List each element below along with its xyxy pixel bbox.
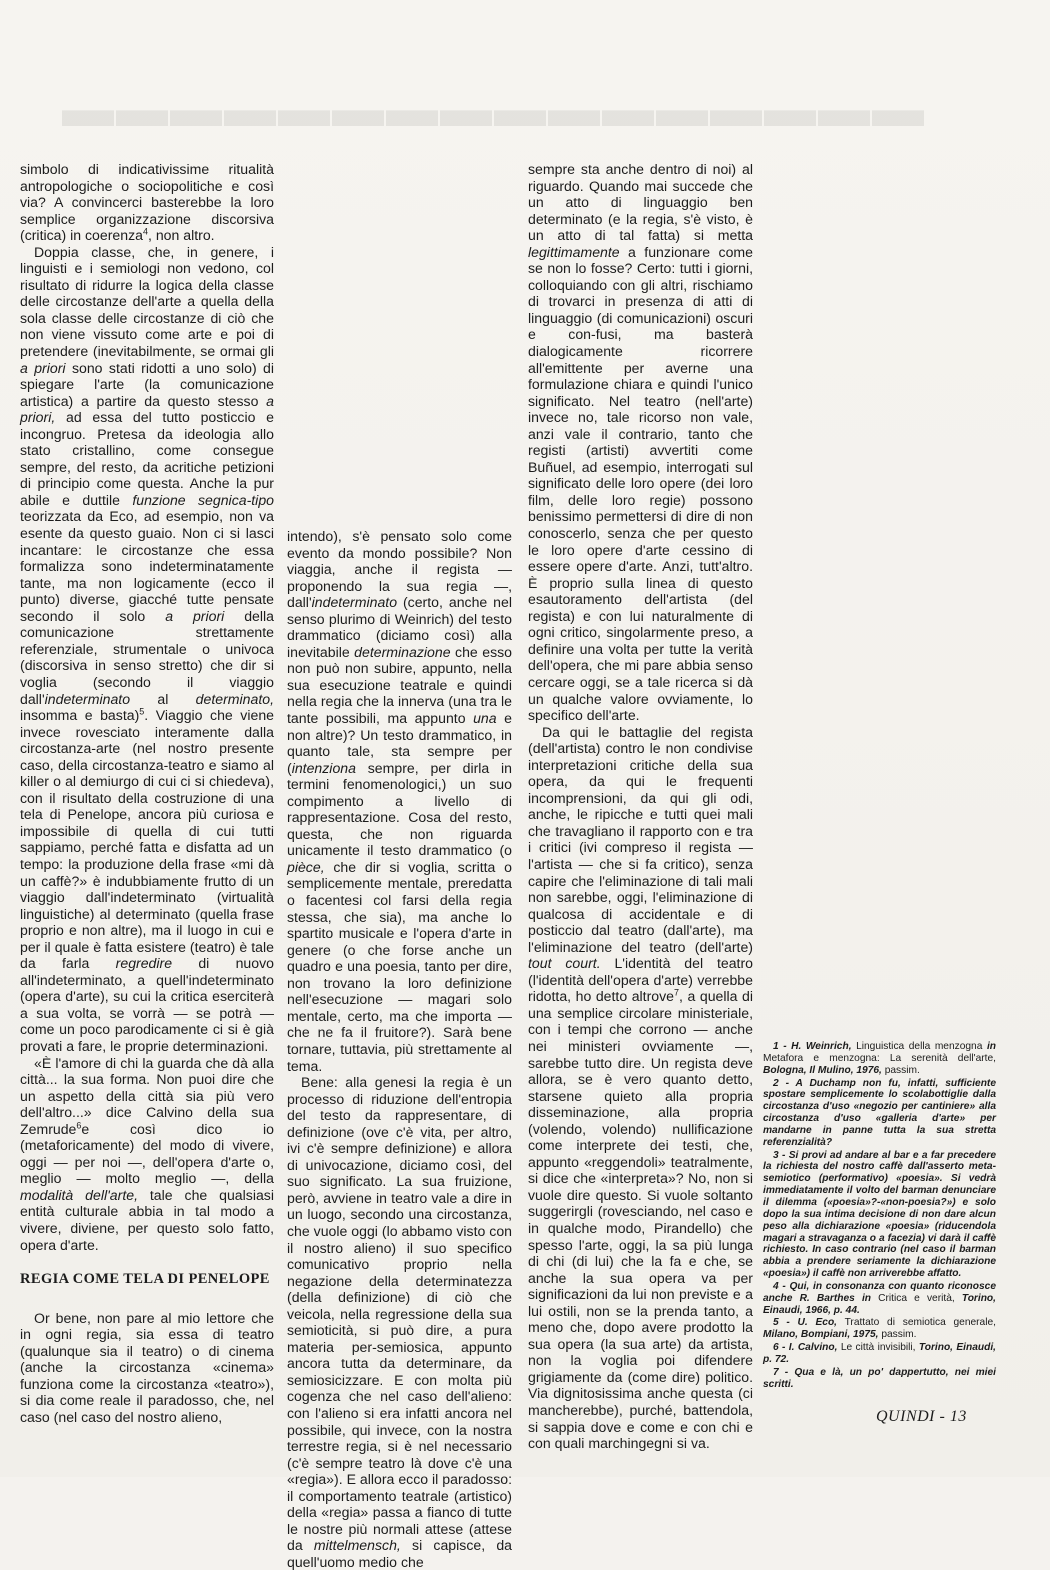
footnote: 4 - Qui, in consonanza con quanto riconosce anche R. Barthes in Critica e verità, Torino, Einaudi, 1966, p. 44. xyxy=(763,1280,996,1316)
footnote: 7 - Qua e là, un po' dappertutto, nei miei scritti. xyxy=(763,1366,996,1390)
footnote: 6 - I. Calvino, Le città invisibili, Torino, Einaudi, p. 72. xyxy=(763,1342,996,1365)
paragraph: intendo), s'è pensato solo come evento da mondo possibile? Non viaggia, anche il regista — proponendo la sua regia —, dall'indeterminato (certo, anche nel senso plurimo di Weinrich) del testo drammatico (diciamo così) alla inevitabile determinazione che esso non può non subire, appunto, nella sua esecuzione teatrale e quindi nella regia che la innerva (una tra le tante possibili, ma appunto una e non altre)? Un testo drammatico, in quanto tale, sta sempre per (intenziona sempre, per dirla in termini fenomenologici,) un suo compimento a livello di rappresentazione. Cosa del resto, questa, che non riguarda unicamente il testo drammatico (o pièce, che dir si voglia, scritta o semplicemente mentale, preredatta o facentesi col farsi della regia stessa, che sia), ma anche lo spartito musicale e l'opera d'arte in genere (o che forse anche un quadro e una poesia, tanto per dire, non trovano la loro definizione nell'esecuzione — magari solo mentale, certo, ma che importa — che ne fa il fruitore?). Sarà bene tornare, tuttavia, più strettamente al tema. xyxy=(287,528,512,1074)
column-2 xyxy=(287,528,512,1570)
footnotes xyxy=(763,1041,996,1391)
paragraph: Or bene, non pare al mio lettore che in ogni regia, sia essa di teatro (qualunque sia il teatro) o di cinema (anche la circostanza «cinema» funziona come la circostanza «teatro»), si dia come reale il paradosso, che, nel caso (nel caso del nostro alieno, xyxy=(20,1309,274,1425)
footnote: 1 - H. Weinrich, Linguistica della menzogna in Metafora e menzogna: La serenità dell'arte, Bologna, Il Mulino, 1976, passim. xyxy=(763,1041,996,1076)
column-1 xyxy=(20,161,274,1425)
paragraph: simbolo di indicativissime ritualità antropologiche o sociopolitiche e così via? A convincerci basterebbe la loro semplice organizzazione discorsiva (critica) in coerenza$^4$, non altro. xyxy=(20,161,274,244)
footnote: 3 - Si provi ad andare al bar e a far precedere la richiesta del nostro caffè dall'asserto meta-semiotico (performativo) «poesia». Si vedrà immediatamente il volto del barman denunciare il dilemma («poesia»?-«non-poesia?») e solo dopo la sua intima decisione di non dare alcun peso alla dichiarazione «poesia» (riducendola magari a stravaganza o a facezia) vi darà il caffè richiesto. In caso contrario (nel caso il barman abbia a prendere seriamente la dichiarazione «poesia») il caffè non arriverebbe affatto. xyxy=(763,1149,996,1280)
paragraph: Da qui le battaglie del regista (dell'artista) contro le non condivise interpretazioni critiche della sua opera, da qui le frequenti incomprensioni, da qui gli odi, anche, le ripicche e tutti quei mali che travagliano il rapporto con e tra i critici (ivi compreso il regista — l'artista — che si fa critico), senza capire che l'eliminazione di tali mali non sarebbe, oggi, l'eliminazione di qualcosa di accidentale e di posticcio dal teatro (dall'arte), ma l'eliminazione del teatro (dell'arte) tout court. L'identità del teatro (l'identità dell'opera d'arte) verrebbe ridotta, ho detto altrove$^7$, a quella di una semplice circolare ministeriale, con i tempi che corrono — anche nei ministeri ovviamente —, sarebbe tutto dire. Un regista deve allora, se è vero quanto detto, starsene quieto alla propria disseminazione, alla propria (volendo, volendo) nullificazione come interprete dei testi, che, appunto «reggendoli» teatralmente, si dice che «interpreta»? No, non si vuole dire questo. Si vuole soltanto suggerirgli (rovesciando, nel caso e in qualche modo, Pirandello) che spesso l'arte, oggi, la sa più lunga di chi (di lui) che la fa e che, se anche la sua opera va per significazioni da lui non previste e a lui ostili, non se la prenda tanto, a meno che, dopo avere prodotto la sua opera (la sua arte) da artista, non la voglia poi difendere grigiamente da (come dire) politico. Via dignitosissima anche questa (ci mancherebbe), purché, battendola, si sappia dove e come e con chi e con quali marchingegni si va. xyxy=(528,723,753,1452)
bleed-through-decoration: ▬▬▬▬▬▬▬▬▬▬▬▬▬▬▬▬ xyxy=(60,81,924,138)
paragraph: Doppia classe, che, in genere, i linguisti e i semiologi non vedono, col risultato di ridurre la logica della classe delle circostanze dell'arte a quella della sola classe delle circostanze di ciò che non viene vissuto come arte e poi di pretendere (inevitabilmente, se ormai gli a priori sono stati ridotti a uno solo) di spiegare l'arte (la comunicazione artistica) a partire da questo stesso a priori, ad essa del tutto posticcio e incongruo. Pretesa da ideologia allo stato cristallino, come consegue sempre, del resto, da acritiche petizioni di principio come questa. Anche la pur abile e duttile funzione segnica-tipo teorizzata da Eco, ad esempio, non va esente da questo guaio. Non ci si lasci incantare: le circostanze che essa formalizza sono indeterminatamente tante, ma non logicamente (ecco il punto) diverse, giacché tutte pensate secondo il solo a priori della comunicazione strettamente referenziale, strumentale o univoca (discorsiva in senso stretto) che dir si voglia (secondo il viaggio dall'indeterminato al determinato, insomma e basta)$^5$. Viaggio che viene invece rovesciato interamente dalla circostanza-arte (nel nostro presente caso, della circostanza-teatro e siamo al killer o al demiurgo di cui ci si chiedeva), con il risultato della costruzione di una tela di Penelope, ancora più curiosa e impossibile di quella di cui tutti sappiamo, perché fatta e disfatta ad un tempo: la produzione della frase «mi dà un caffè?» è indubbiamente frutto di un viaggio dall'indeterminato (virtualità linguistiche) al determinato (quella frase proprio e non altre), ma il luogo in cui e per il quale è fatta esistere (teatro) è tale da farla regredire di nuovo all'indeterminato, a quell'indeterminato (opera d'arte), su cui la critica eserciterà a sua volta, se vorrà — se potrà — come un poco parodicamente ci si è già provati a fare, le proprie determinazioni. xyxy=(20,243,274,1054)
paragraph: Bene: alla genesi la regia è un processo di riduzione dell'entropia del testo da rappresentare, di definizione (ove c'è vita, per altro, ivi c'è sempre definizione) e allora di univocazione, diciamo così, del suo significato. La sua fruizione, però, avviene in teatro vale a dire in un luogo, secondo una circostanza, che vuole oggi (lo abbamo visto con il nostro alieno) il suo specifico comunicativo proprio nella negazione della determinatezza (della definizione) di ciò che veicola, nella regressione della sua semioticità, si può dire, a pura materia per-semiosica, appunto ancora tutta da determinare, da semiosicizzare. E con molta più cogenza che nel caso dell'alieno: con l'alieno si era infatti ancora nel possibile, qui invece, con la nostra terrestre regia, si è nel necessario (c'è sempre teatro là dove c'è una «regia»). E allora ecco il paradosso: il comportamento teatrale (artistico) della «regia» passa a fianco di tutte le nostre più normali attese (attese da mittelmensch, si capisce, da quell'uomo medio che xyxy=(287,1074,512,1570)
paragraph: «È l'amore di chi la guarda che dà alla città... la sua forma. Non puoi dire che un aspetto della città sia più vero dell'altro...» dice Calvino della sua Zemrude$^6$e così dico io (metaforicamente) del modo di vivere, oggi — per noi —, dell'opera d'arte o, meglio — molto meglio —, della modalità dell'arte, tale che qualsiasi entità culturale abbia in tal modo a vivere, diviene, per questo solo fatto, opera d'arte. xyxy=(20,1054,274,1253)
column-3 xyxy=(528,161,753,1452)
page-number: QUINDI - 13 xyxy=(876,1408,967,1425)
paragraph: sempre sta anche dentro di noi) al riguardo. Quando mai succede che un atto di linguaggio ben determinato (e la regia, s'è visto, è un atto di tal fatta) si metta legittimamente a funzionare come se non lo fosse? Certo: tutti i giorni, colloquiando con gli altri, rischiamo di trovarci in presenza di atti di linguaggio (di comunicazioni) oscuri e con-fusi, ma basterà dialogicamente ricorrere all'emittente per averne una formulazione chiara e quindi l'unico significato. Nel teatro (nell'arte) invece no, tale ricorso non vale, anzi vale il contrario, tanto che registi (artisti) avvertiti come Buñuel, ad esempio, interrogati sul significato delle loro opere (dei loro film, delle loro regie) possono benissimo permettersi di dire di non conoscerlo, senza che per questo le loro opere d'arte cessino di essere opere d'arte. Anzi, tutt'altro. È proprio sulla linea di questo esautoramento dell'artista (del regista) e con lui naturalmente di ogni critico, singolarmente preso, a definire una volta per tutte la verità dell'opera, che mi pare abbia senso cercare oggi, se a tale ricerca si dà un qualche valore ovviamente, lo specifico dell'arte. xyxy=(528,161,753,724)
footnote: 2 - A Duchamp non fu, infatti, sufficiente spostare semplicemente lo scolabottiglie dalla circostanza d'uso «negozio per cantiniere» alla circostanza d'uso «galleria d'arte» per mandarne in panne tutta la sua stretta referenzialità? xyxy=(763,1077,996,1148)
section-heading: REGIA COME TELA DI PENELOPE xyxy=(20,1271,270,1288)
footnote: 5 - U. Eco, Trattato di semiotica generale, Milano, Bompiani, 1975, passim. xyxy=(763,1317,996,1341)
